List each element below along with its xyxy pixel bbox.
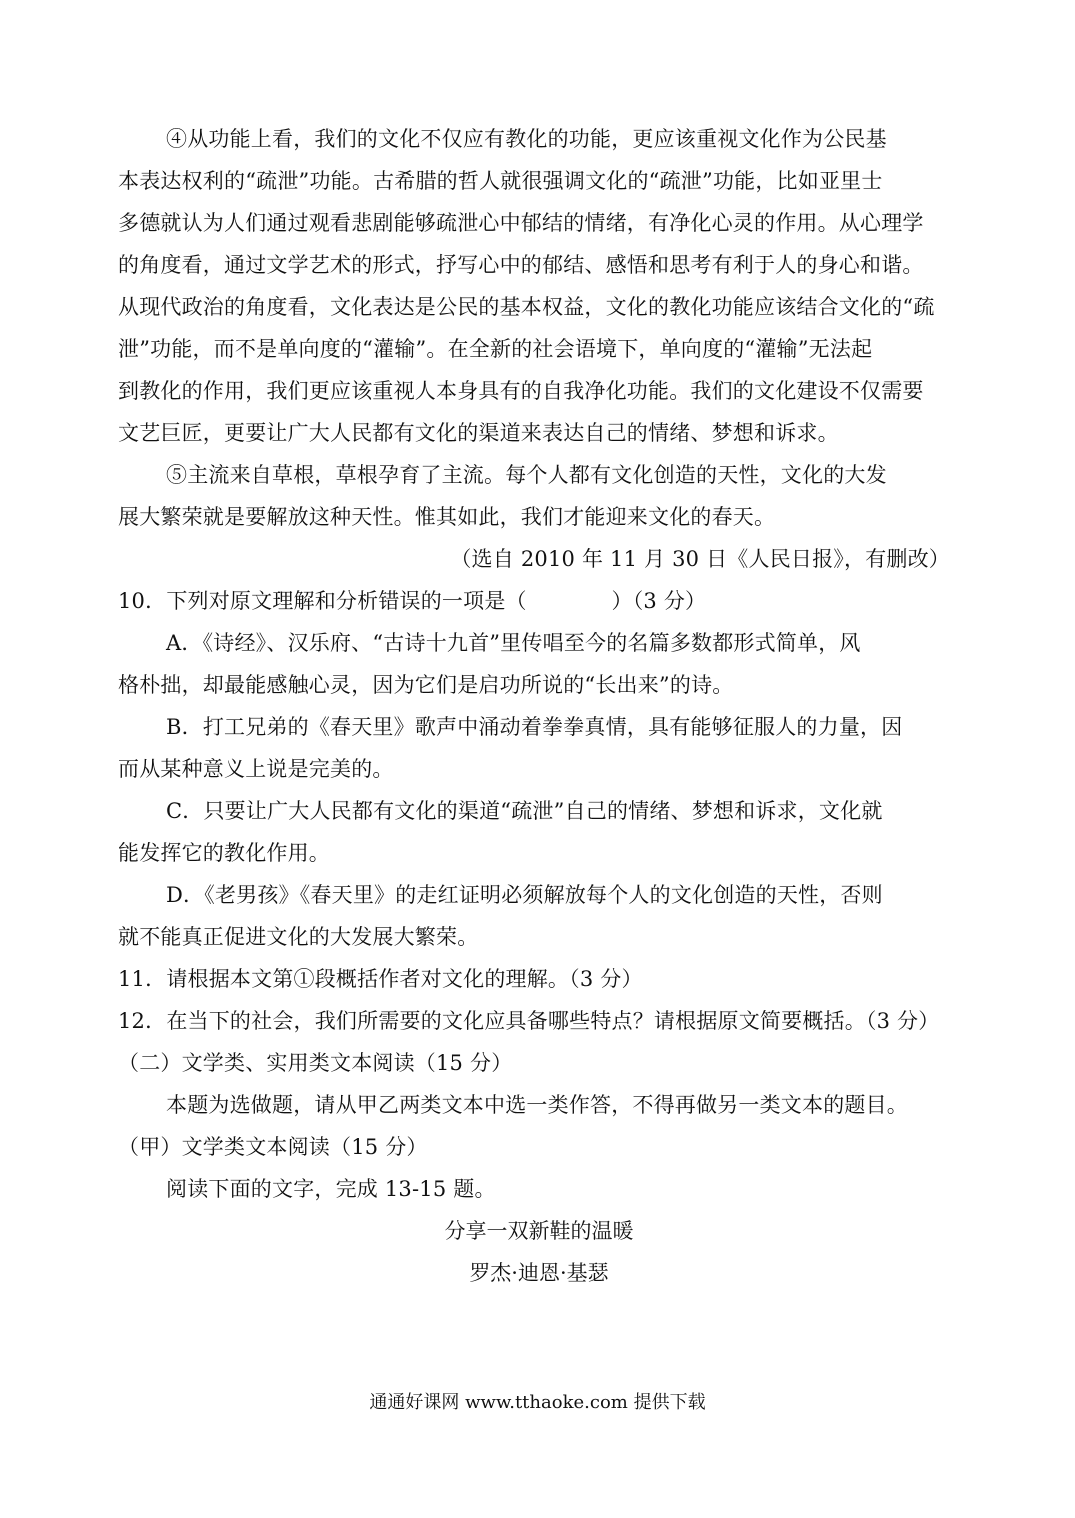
reading-instruction: 阅读下面的文字，完成 13-15 题。 [166,1177,496,1201]
option-line: A．《诗经》、汉乐府、“古诗十九首”里传唱至今的名篇多数都形式简单，风 [166,631,861,655]
paragraph-line: 泄”功能，而不是单向度的“灌输”。在全新的社会语境下，单向度的“灌输”无法起 [118,337,873,361]
question-12: 12．在当下的社会，我们所需要的文化应具备哪些特点？请根据原文简要概括。（3 分） [118,1009,940,1033]
paragraph-line: 的角度看，通过文学艺术的形式，抒写心中的郁结、感悟和思考有利于人的身心和谐。 [118,253,924,277]
article-title: 分享一双新鞋的温暖 [444,1219,634,1243]
option-a [118,622,960,706]
option-d [118,874,960,958]
section-2-heading: （二）文学类、实用类文本阅读（15 分） [118,1051,513,1075]
article-author: 罗杰·迪恩·基瑟 [469,1261,609,1285]
section-2-note: 本题为选做题，请从甲乙两类文本中选一类作答，不得再做另一类文本的题目。 [166,1093,908,1117]
option-line: 就不能真正促进文化的大发展大繁荣。 [118,925,479,949]
section-jia-heading: （甲）文学类文本阅读（15 分） [118,1135,428,1159]
paragraph-line: 多德就认为人们通过观看悲剧能够疏泄心中郁结的情绪，有净化心灵的作用。从心理学 [118,211,924,235]
paragraph-line: 文艺巨匠，更要让广大人民都有文化的渠道来表达自己的情绪、梦想和诉求。 [118,421,839,445]
question-10-stem: 10．下列对原文理解和分析错误的一项是（ ）（3 分） [118,589,707,613]
page-footer: 通通好课网 www.tthaoke.com 提供下载 [369,1392,706,1413]
option-line: C．只要让广大人民都有文化的渠道“疏泄”自己的情绪、梦想和诉求，文化就 [166,799,883,823]
paragraph-line: 到教化的作用，我们更应该重视人本身具有的自我净化功能。我们的文化建设不仅需要 [118,379,924,403]
paragraph-4 [118,118,960,454]
option-b [118,706,960,790]
option-line: 格朴拙，却最能感触心灵，因为它们是启功所说的“长出来”的诗。 [118,673,734,697]
option-line: D．《老男孩》《春天里》的走红证明必须解放每个人的文化创造的天性，否则 [166,883,883,907]
source-citation: （选自 2010 年 11 月 30 日《人民日报》，有删改） [450,547,950,571]
paragraph-line: 展大繁荣就是要解放这种天性。惟其如此，我们才能迎来文化的春天。 [118,505,776,529]
document-page [118,118,960,1294]
paragraph-line: 从现代政治的角度看，文化表达是公民的基本权益，文化的教化功能应该结合文化的“疏 [118,295,935,319]
question-11: 11．请根据本文第①段概括作者对文化的理解。（3 分） [118,967,643,991]
option-line: 而从某种意义上说是完美的。 [118,757,394,781]
paragraph-5 [118,454,960,538]
option-line: B．打工兄弟的《春天里》歌声中涌动着拳拳真情，具有能够征服人的力量，因 [166,715,903,739]
option-line: 能发挥它的教化作用。 [118,841,330,865]
paragraph-line: 本表达权利的“疏泄”功能。古希腊的哲人就很强调文化的“疏泄”功能，比如亚里士 [118,169,883,193]
paragraph-line: ④从功能上看，我们的文化不仅应有教化的功能，更应该重视文化作为公民基 [166,127,887,151]
paragraph-line: ⑤主流来自草根，草根孕育了主流。每个人都有文化创造的天性，文化的大发 [166,463,887,487]
option-c [118,790,960,874]
